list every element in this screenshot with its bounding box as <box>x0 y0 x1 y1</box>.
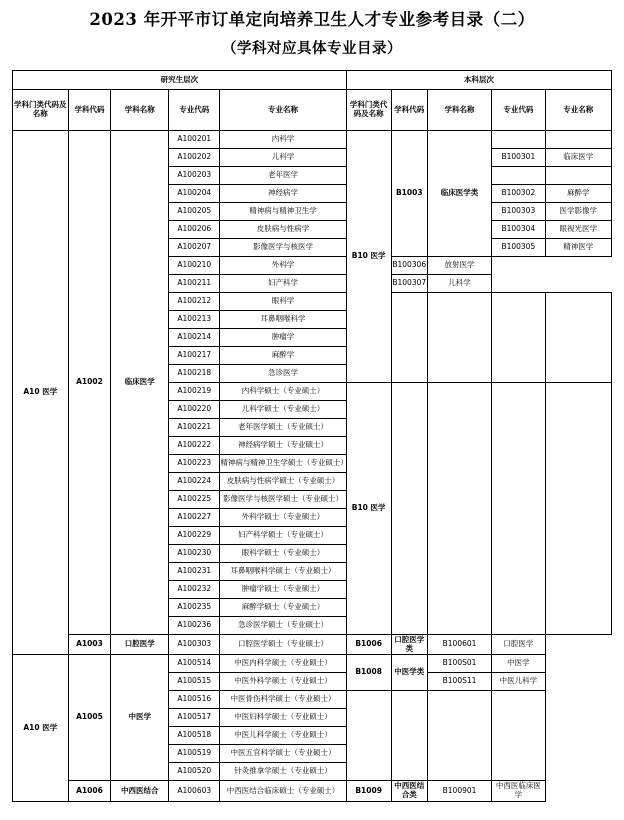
left-major-code: A100515 <box>169 673 220 691</box>
right-spacer-cell <box>427 293 491 383</box>
right-spacer-cell <box>391 293 427 383</box>
left-major-name: 中医妇科学硕士（专业硕士） <box>220 709 346 727</box>
col-header-right-category: 学科门类代码及名称 <box>346 90 391 131</box>
left-major-code: A100603 <box>169 781 220 801</box>
left-major-code: A100224 <box>169 473 220 491</box>
left-major-name: 精神病与精神卫生学 <box>220 203 346 221</box>
left-major-code: A100213 <box>169 311 220 329</box>
right-major-code: B100901 <box>427 781 491 801</box>
right-major-name: 中医学 <box>492 655 545 673</box>
right-discipline-4-name: 中西医结合类 <box>391 781 427 801</box>
col-header-right-major-name: 专业名称 <box>545 90 611 131</box>
left-major-name: 中医儿科学硕士（专业硕士） <box>220 727 346 745</box>
right-discipline-4-code: B1009 <box>346 781 391 801</box>
left-major-code: A100303 <box>169 635 220 655</box>
table-row <box>13 781 612 801</box>
left-major-name: 中医骨伤科学硕士（专业硕士） <box>220 691 346 709</box>
left-major-code: A100227 <box>169 509 220 527</box>
right-spacer-cell <box>346 691 391 781</box>
left-major-code: A100225 <box>169 491 220 509</box>
table-row <box>13 131 612 149</box>
col-header-left-major-name: 专业名称 <box>220 90 346 131</box>
left-major-name: 外科学 <box>220 257 346 275</box>
right-major-code: B100303 <box>492 203 545 221</box>
left-major-code: A100201 <box>169 131 220 149</box>
page-title: 2023 年开平市订单定向培养卫生人才专业参考目录（二） <box>89 10 535 29</box>
left-major-name: 口腔医学硕士（专业硕士） <box>220 635 346 655</box>
left-major-name: 急诊医学 <box>220 365 346 383</box>
left-major-code: A100206 <box>169 221 220 239</box>
left-major-name: 肿瘤学 <box>220 329 346 347</box>
left-category-1: A10 医学 <box>13 131 69 655</box>
left-major-code: A100221 <box>169 419 220 437</box>
left-major-name: 妇产科学 <box>220 275 346 293</box>
left-major-name: 耳鼻咽喉科学 <box>220 311 346 329</box>
left-major-name: 中西医结合临床硕士（专业硕士） <box>220 781 346 801</box>
right-spacer-cell <box>391 383 427 635</box>
left-major-code: A100517 <box>169 709 220 727</box>
right-major-name: 医学影像学 <box>545 203 611 221</box>
right-spacer-cell <box>492 691 545 781</box>
left-major-name: 肿瘤学硕士（专业硕士） <box>220 581 346 599</box>
left-discipline-1-code: A1002 <box>68 131 111 635</box>
group-header-undergraduate: 本科层次 <box>346 71 611 90</box>
right-major-code: B100305 <box>492 239 545 257</box>
table-column-header-row <box>13 90 612 131</box>
left-major-name: 皮肤病与性病学硕士（专业硕士） <box>220 473 346 491</box>
left-major-code: A100231 <box>169 563 220 581</box>
right-major-name: 麻醉学 <box>545 185 611 203</box>
right-major-code: B100S11 <box>427 673 491 691</box>
table-row <box>13 635 612 655</box>
col-header-left-discipline-code: 学科代码 <box>68 90 111 131</box>
left-discipline-3-name: 中医学 <box>111 655 169 781</box>
right-spacer-cell <box>545 293 611 383</box>
right-major-code: B100301 <box>492 149 545 167</box>
right-spacer-cell <box>427 383 491 635</box>
left-discipline-4-name: 中西医结合 <box>111 781 169 801</box>
left-major-name: 中医外科学硕士（专业硕士） <box>220 673 346 691</box>
left-major-name: 神经病学硕士（专业硕士） <box>220 437 346 455</box>
col-header-left-discipline-name: 学科名称 <box>111 90 169 131</box>
col-header-right-discipline-name: 学科名称 <box>427 90 491 131</box>
table-group-header-row <box>13 71 612 90</box>
left-major-code: A100204 <box>169 185 220 203</box>
right-spacer-cell <box>545 383 611 635</box>
left-major-name: 内科学 <box>220 131 346 149</box>
left-major-code: A100202 <box>169 149 220 167</box>
right-major-code: B100S01 <box>427 655 491 673</box>
right-spacer-cell <box>427 691 491 781</box>
left-major-code: A100205 <box>169 203 220 221</box>
right-major-code: B100306 <box>391 257 427 275</box>
left-major-name: 中医五官科学硕士（专业硕士） <box>220 745 346 763</box>
right-major-code: B100307 <box>391 275 427 293</box>
left-discipline-3-code: A1005 <box>68 655 111 781</box>
left-major-code: A100218 <box>169 365 220 383</box>
left-major-name: 老年医学硕士（专业硕士） <box>220 419 346 437</box>
left-major-name: 精神病与精神卫生学硕士（专业硕士） <box>220 455 346 473</box>
left-major-name: 中医内科学硕士（专业硕士） <box>220 655 346 673</box>
left-major-code: A100211 <box>169 275 220 293</box>
right-major-name: 儿科学 <box>427 275 491 293</box>
right-discipline-1-code: B1003 <box>391 131 427 257</box>
left-major-code: A100232 <box>169 581 220 599</box>
left-discipline-1-name: 临床医学 <box>111 131 169 635</box>
left-major-name: 外科学硕士（专业硕士） <box>220 509 346 527</box>
left-major-name: 麻醉学 <box>220 347 346 365</box>
left-discipline-4-code: A1006 <box>68 781 111 801</box>
right-major-name: 中医儿科学 <box>492 673 545 691</box>
right-major-name: 眼视光医学 <box>545 221 611 239</box>
left-major-name: 儿科学硕士（专业硕士） <box>220 401 346 419</box>
left-major-name: 针灸推拿学硕士（专业硕士） <box>220 763 346 781</box>
left-major-code: A100217 <box>169 347 220 365</box>
right-major-code: B100601 <box>427 635 491 655</box>
right-discipline-3-name: 中医学类 <box>391 655 427 691</box>
right-category-1: B10 医学 <box>346 131 391 383</box>
major-reference-table <box>12 70 612 802</box>
left-major-name: 麻醉学硕士（专业硕士） <box>220 599 346 617</box>
left-discipline-2-name: 口腔医学 <box>111 635 169 655</box>
left-major-name: 急诊医学硕士（专业硕士） <box>220 617 346 635</box>
left-major-code: A100222 <box>169 437 220 455</box>
col-header-right-major-code: 专业代码 <box>492 90 545 131</box>
right-discipline-1-name: 临床医学类 <box>427 131 491 257</box>
table-row <box>13 655 612 673</box>
group-header-postgraduate: 研究生层次 <box>13 71 347 90</box>
right-discipline-2-name: 口腔医学类 <box>391 635 427 655</box>
right-spacer-cell <box>492 131 545 149</box>
right-major-name: 精神医学 <box>545 239 611 257</box>
right-major-name: 临床医学 <box>545 149 611 167</box>
left-category-2: A10 医学 <box>13 655 69 801</box>
right-spacer-cell <box>492 293 545 383</box>
left-major-name: 影像医学与核医学 <box>220 239 346 257</box>
left-major-name: 内科学硕士（专业硕士） <box>220 383 346 401</box>
left-major-code: A100214 <box>169 329 220 347</box>
left-major-code: A100230 <box>169 545 220 563</box>
right-discipline-2-code: B1006 <box>346 635 391 655</box>
left-major-name: 耳鼻咽喉科学硕士（专业硕士） <box>220 563 346 581</box>
right-spacer-cell <box>492 383 545 635</box>
left-major-code: A100210 <box>169 257 220 275</box>
right-spacer-cell <box>391 691 427 781</box>
right-category-2: B10 医学 <box>346 383 391 635</box>
col-header-left-category: 学科门类代码及名称 <box>13 90 69 131</box>
left-major-code: A100229 <box>169 527 220 545</box>
right-spacer-cell <box>492 167 545 185</box>
left-major-name: 妇产科学硕士（专业硕士） <box>220 527 346 545</box>
left-major-name: 眼科学 <box>220 293 346 311</box>
left-major-code: A100520 <box>169 763 220 781</box>
left-major-code: A100203 <box>169 167 220 185</box>
left-major-code: A100207 <box>169 239 220 257</box>
left-major-name: 老年医学 <box>220 167 346 185</box>
left-major-code: A100516 <box>169 691 220 709</box>
left-major-code: A100235 <box>169 599 220 617</box>
left-major-code: A100236 <box>169 617 220 635</box>
left-major-code: A100514 <box>169 655 220 673</box>
title-block <box>0 0 624 60</box>
left-major-code: A100220 <box>169 401 220 419</box>
left-major-code: A100223 <box>169 455 220 473</box>
left-discipline-2-code: A1003 <box>68 635 111 655</box>
left-major-code: A100518 <box>169 727 220 745</box>
right-discipline-3-code: B1008 <box>346 655 391 691</box>
right-major-name: 口腔医学 <box>492 635 545 655</box>
left-major-name: 影像医学与核医学硕士（专业硕士） <box>220 491 346 509</box>
left-major-name: 眼科学硕士（专业硕士） <box>220 545 346 563</box>
col-header-left-major-code: 专业代码 <box>169 90 220 131</box>
col-header-right-discipline-code: 学科代码 <box>391 90 427 131</box>
left-major-name: 神经病学 <box>220 185 346 203</box>
right-spacer-cell <box>545 167 611 185</box>
left-major-code: A100519 <box>169 745 220 763</box>
left-major-name: 儿科学 <box>220 149 346 167</box>
right-major-name: 放射医学 <box>427 257 491 275</box>
right-major-code: B100304 <box>492 221 545 239</box>
page-subtitle: （学科对应具体专业目录） <box>222 40 402 57</box>
right-major-name: 中西医临床医学 <box>492 781 545 801</box>
right-major-code: B100302 <box>492 185 545 203</box>
left-major-code: A100219 <box>169 383 220 401</box>
left-major-name: 皮肤病与性病学 <box>220 221 346 239</box>
left-major-code: A100212 <box>169 293 220 311</box>
right-spacer-cell <box>545 131 611 149</box>
